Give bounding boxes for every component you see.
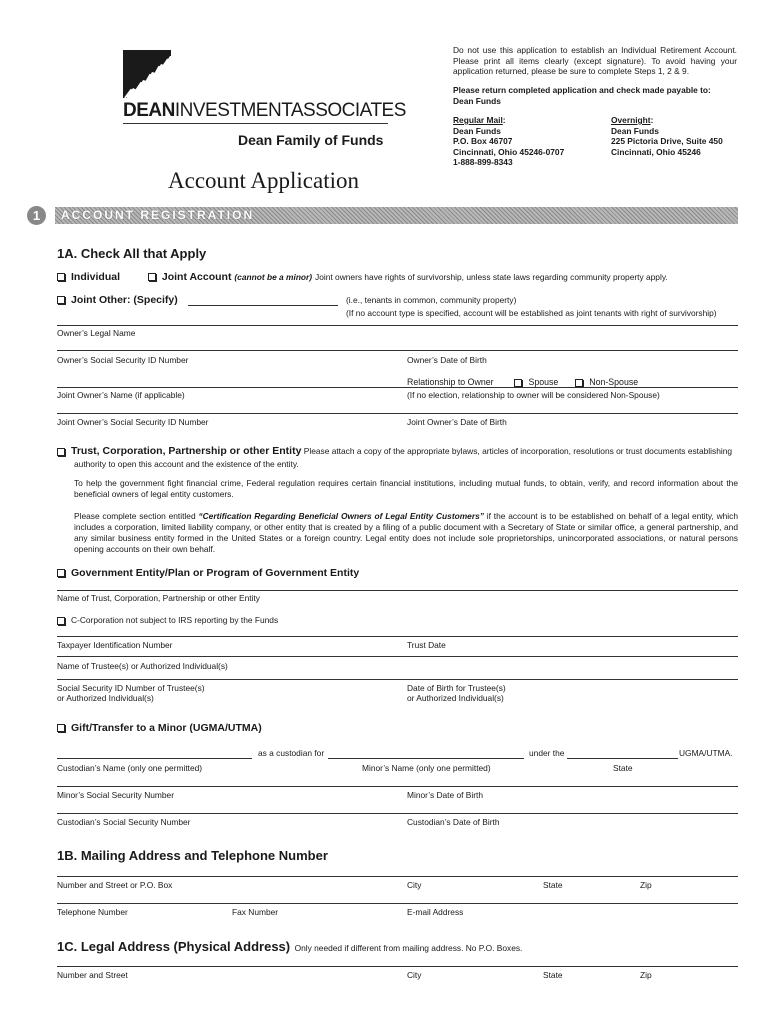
divider — [57, 325, 738, 326]
email-field[interactable]: E-mail Address — [407, 907, 464, 917]
under-the-text: under the — [529, 748, 565, 758]
trust-date-field[interactable]: Trust Date — [407, 640, 446, 650]
relationship-row: Relationship to Owner Spouse Non-Spouse — [407, 377, 639, 387]
tin-field[interactable]: Taxpayer Identification Number — [57, 640, 173, 650]
return-line: Please return completed application and check made payable to: Dean Funds — [453, 85, 711, 106]
trust-paragraph-3: Please complete section entitled “Certification Regarding Beneficial Owners of Legal Entity Customers” if the account is to be established on behalf of a legal entity, which includes a corporation, limited liability company, or other entity that is created by a filing of a public document with a Secretary of State or similar office, a general partnership, and any similar business entity formed in the United States or a foreign country. Legal entity does not include sole proprietorships, unincorporated associations, or natural persons opening accounts on their own behalf. — [74, 511, 738, 554]
divider — [57, 786, 738, 787]
fax-field[interactable]: Fax Number — [232, 907, 279, 917]
entity-name-field[interactable]: Name of Trust, Corporation, Partnership or other Entity — [57, 593, 260, 603]
divider — [57, 679, 738, 680]
mailing-state-field[interactable]: State — [543, 880, 563, 890]
relationship-note: (If no election, relationship to owner will be considered Non-Spouse) — [407, 390, 660, 400]
legal-street-field[interactable]: Number and Street — [57, 970, 128, 980]
notice-text: Do not use this application to establish an Individual Retirement Account. Please print all items clearly (except signature). To avoid having your application returned, please be sure to complete Steps 1, 2 & 9. — [453, 45, 737, 76]
joint-other-note2: (If no account type is specified, account will be established as joint tenants with right of survivorship) — [346, 308, 717, 318]
logo-mark — [123, 50, 171, 98]
legal-zip-field[interactable]: Zip — [640, 970, 652, 980]
mailing-zip-field[interactable]: Zip — [640, 880, 652, 890]
overnight-block: Overnight: Dean Funds 225 Pictoria Drive, Suite 450 Cincinnati, Ohio 45246 — [611, 115, 723, 157]
ugma-text: UGMA/UTMA. — [679, 748, 733, 758]
divider — [57, 966, 738, 967]
divider — [57, 387, 738, 388]
legal-city-field[interactable]: City — [407, 970, 422, 980]
checkbox-joint-account[interactable]: Joint Account — [148, 271, 232, 283]
custodian-name-label: Custodian’s Name (only one permitted) — [57, 763, 203, 773]
trust-text: authority to open this account and the existence of the entity. — [74, 459, 299, 469]
owner-legal-name-field[interactable]: Owner’s Legal Name — [57, 328, 136, 338]
row-account-type: Individual Joint Account (cannot be a minor) Joint owners have rights of survivorship, unless state laws regarding community property apply. — [57, 271, 668, 283]
divider — [57, 656, 738, 657]
trustee-names-field[interactable]: Name of Trustee(s) or Authorized Individual(s) — [57, 661, 228, 671]
gov-row — [57, 567, 359, 579]
heading-1a: 1A. Check All that Apply — [57, 246, 207, 261]
trust-block: Trust, Corporation, Partnership or other Entity Please attach a copy of the appropriate bylaws, articles of incorporation, resolutions or trust documents establishing — [57, 446, 739, 457]
checkbox-trust[interactable]: Trust, Corporation, Partnership or other Entity — [57, 446, 301, 456]
custodian-dob-field[interactable]: Custodian’s Date of Birth — [407, 817, 500, 827]
legal-state-field[interactable]: State — [543, 970, 563, 980]
row-joint-other — [57, 294, 178, 306]
heading-1b: 1B. Mailing Address and Telephone Number — [57, 848, 328, 863]
joint-owner-name-field[interactable]: Joint Owner’s Name (if applicable) — [57, 390, 185, 400]
telephone-field[interactable]: Telephone Number — [57, 907, 128, 917]
owner-dob-field[interactable]: Owner’s Date of Birth — [407, 355, 487, 365]
minor-name-label: Minor’s Name (only one permitted) — [362, 763, 491, 773]
regular-mail-block: Regular Mail: Dean Funds P.O. Box 46707 Cincinnati, Ohio 45246-0707 1-888-899-8343 — [453, 115, 565, 167]
section-title: ACCOUNT REGISTRATION — [61, 208, 255, 222]
checkbox-spouse[interactable]: Spouse — [514, 377, 558, 387]
section-bar — [55, 207, 738, 224]
divider — [57, 636, 738, 637]
gift-row — [57, 722, 262, 734]
form-title: Account Application — [168, 168, 359, 193]
custodian-ssn-field[interactable]: Custodian’s Social Security Number — [57, 817, 191, 827]
trust-paragraph-2: To help the government fight financial crime, Federal regulation requires certain financial institutions, including mutual funds, to obtain, verify, and record information about the beneficial owners of legal entity customers. — [74, 478, 738, 499]
divider — [57, 813, 738, 814]
mailing-city-field[interactable]: City — [407, 880, 422, 890]
minor-name-input[interactable] — [328, 758, 524, 759]
checkbox-individual[interactable]: Individual — [57, 271, 120, 283]
checkbox-joint-other[interactable]: Joint Other: (Specify) — [57, 294, 178, 306]
custodian-name-input[interactable] — [57, 758, 252, 759]
heading-1c: 1C. Legal Address (Physical Address) Only needed if different from mailing address. No P.O. Boxes. — [57, 939, 523, 954]
state-label: State — [613, 763, 633, 773]
divider — [57, 876, 738, 877]
joint-other-note: (i.e., tenants in common, community property) — [346, 295, 517, 305]
minor-ssn-field[interactable]: Minor’s Social Security Number — [57, 790, 174, 800]
divider — [57, 590, 738, 591]
divider — [57, 350, 738, 351]
checkbox-non-spouse[interactable]: Non-Spouse — [575, 377, 638, 387]
checkbox-c-corp[interactable]: C-Corporation not subject to IRS reporting by the Funds — [57, 615, 278, 625]
logo-rule — [123, 123, 388, 124]
family-name: Dean Family of Funds — [238, 132, 384, 148]
state-input[interactable] — [567, 758, 678, 759]
joint-other-input[interactable] — [188, 305, 338, 306]
as-custodian-text: as a custodian for — [258, 748, 325, 758]
mailing-street-field[interactable]: Number and Street or P.O. Box — [57, 880, 173, 890]
joint-owner-ssn-field[interactable]: Joint Owner’s Social Security ID Number — [57, 417, 209, 427]
trustee-dob-field[interactable]: Date of Birth for Trustee(s) or Authorized Individual(s) — [407, 683, 506, 703]
owner-ssn-field[interactable]: Owner’s Social Security ID Number — [57, 355, 189, 365]
c-corp-row — [57, 615, 278, 625]
divider — [57, 903, 738, 904]
minor-dob-field[interactable]: Minor’s Date of Birth — [407, 790, 484, 800]
trustee-ssn-field[interactable]: Social Security ID Number of Trustee(s) or Authorized Individual(s) — [57, 683, 205, 703]
checkbox-government[interactable]: Government Entity/Plan or Program of Government Entity — [57, 567, 359, 579]
checkbox-gift[interactable]: Gift/Transfer to a Minor (UGMA/UTMA) — [57, 722, 262, 734]
company-name: DEANINVESTMENTASSOCIATES — [123, 100, 406, 121]
joint-owner-dob-field[interactable]: Joint Owner’s Date of Birth — [407, 417, 507, 427]
section-number-badge: 1 — [27, 206, 46, 225]
divider — [57, 413, 738, 414]
